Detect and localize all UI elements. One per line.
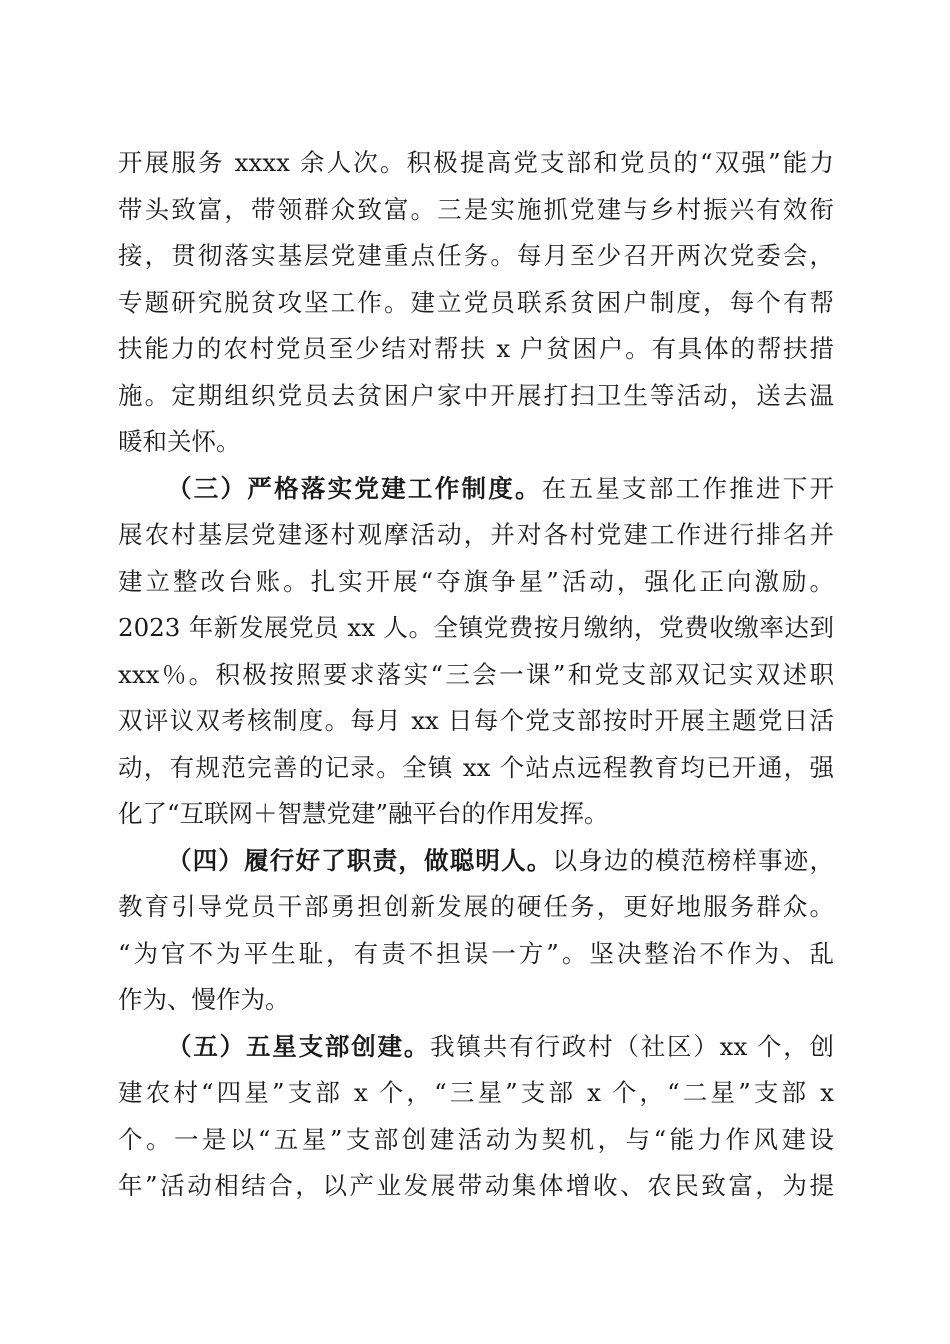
text-line: 作为、慢作为。: [118, 985, 290, 1014]
text-run: 我镇共有行政村（社区）xx 个，创: [430, 1031, 835, 1061]
text-line: 建农村“四星”支部 x 个，“三星”支部 x 个，“二星”支部 x: [118, 1078, 834, 1107]
text-run: 在五星支部工作推进下开: [541, 473, 835, 503]
text-line: 2023 年新发展党员 xx 人。全镇党费按月缴纳，党费收缴率达到: [118, 613, 834, 642]
paragraph-fulfill-duties: [118, 838, 834, 1024]
document-body: [118, 140, 834, 1210]
text-line: 个。一是以“五星”支部创建活动为契机，与“能力作风建设: [118, 1124, 834, 1154]
text-line: “为官不为平生耻，有责不担误一方”。坚决整治不作为、乱: [118, 938, 834, 968]
section-heading: （五）五星支部创建。: [167, 1031, 431, 1061]
text-line: 动，有规范完善的记录。全镇 xx 个站点远程教育均已开通，强: [118, 752, 834, 782]
paragraph-party-building-system: [118, 466, 834, 838]
text-line: 扶能力的农村党员至少结对帮扶 x 户贫困户。有具体的帮扶措: [118, 334, 834, 363]
text-line: 接，贯彻落实基层党建重点任务。每月至少召开两次党委会，: [118, 241, 834, 270]
text-line: [118, 1024, 834, 1071]
text-line: 年”活动相结合，以产业发展带动集体增收、农民致富，为提: [118, 1171, 834, 1200]
text-line: 双评议双考核制度。每月 xx 日每个党支部按时开展主题党日活: [118, 706, 834, 735]
text-line: 施。定期组织党员去贫困户家中开展打扫卫生等活动，送去温: [118, 380, 834, 410]
text-run: 以身边的模范榜样事迹，: [552, 845, 834, 875]
text-line: 开展服务 xxxx 余人次。积极提高党支部和党员的“双强”能力: [118, 148, 834, 177]
text-line: 建立整改台账。扎实开展“夺旗争星”活动，强化正向激励。: [118, 566, 834, 596]
text-line: 专题研究脱贫攻坚工作。建立党员联系贫困户制度，每个有帮: [118, 287, 834, 317]
text-line: 暖和关怀。: [118, 427, 241, 456]
text-line: xxx％。积极按照要求落实“三会一课”和党支部双记实双述职: [118, 659, 834, 689]
paragraph-continuation: [118, 140, 834, 466]
text-line: [118, 466, 834, 513]
section-heading: （四）履行好了职责，做聪明人。: [167, 845, 553, 875]
text-line: 带头致富，带领群众致富。三是实施抓党建与乡村振兴有效衔: [118, 194, 834, 224]
section-heading: （三）严格落实党建工作制度。: [167, 473, 542, 503]
text-line: 展农村基层党建逐村观摩活动，并对各村党建工作进行排名并: [118, 520, 834, 549]
paragraph-five-star-branch: [118, 1024, 834, 1210]
text-line: 教育引导党员干部勇担创新发展的硬任务，更好地服务群众。: [118, 892, 834, 921]
text-line: [118, 838, 834, 885]
text-line: 化了“互联网＋智慧党建”融平台的作用发挥。: [118, 799, 609, 828]
